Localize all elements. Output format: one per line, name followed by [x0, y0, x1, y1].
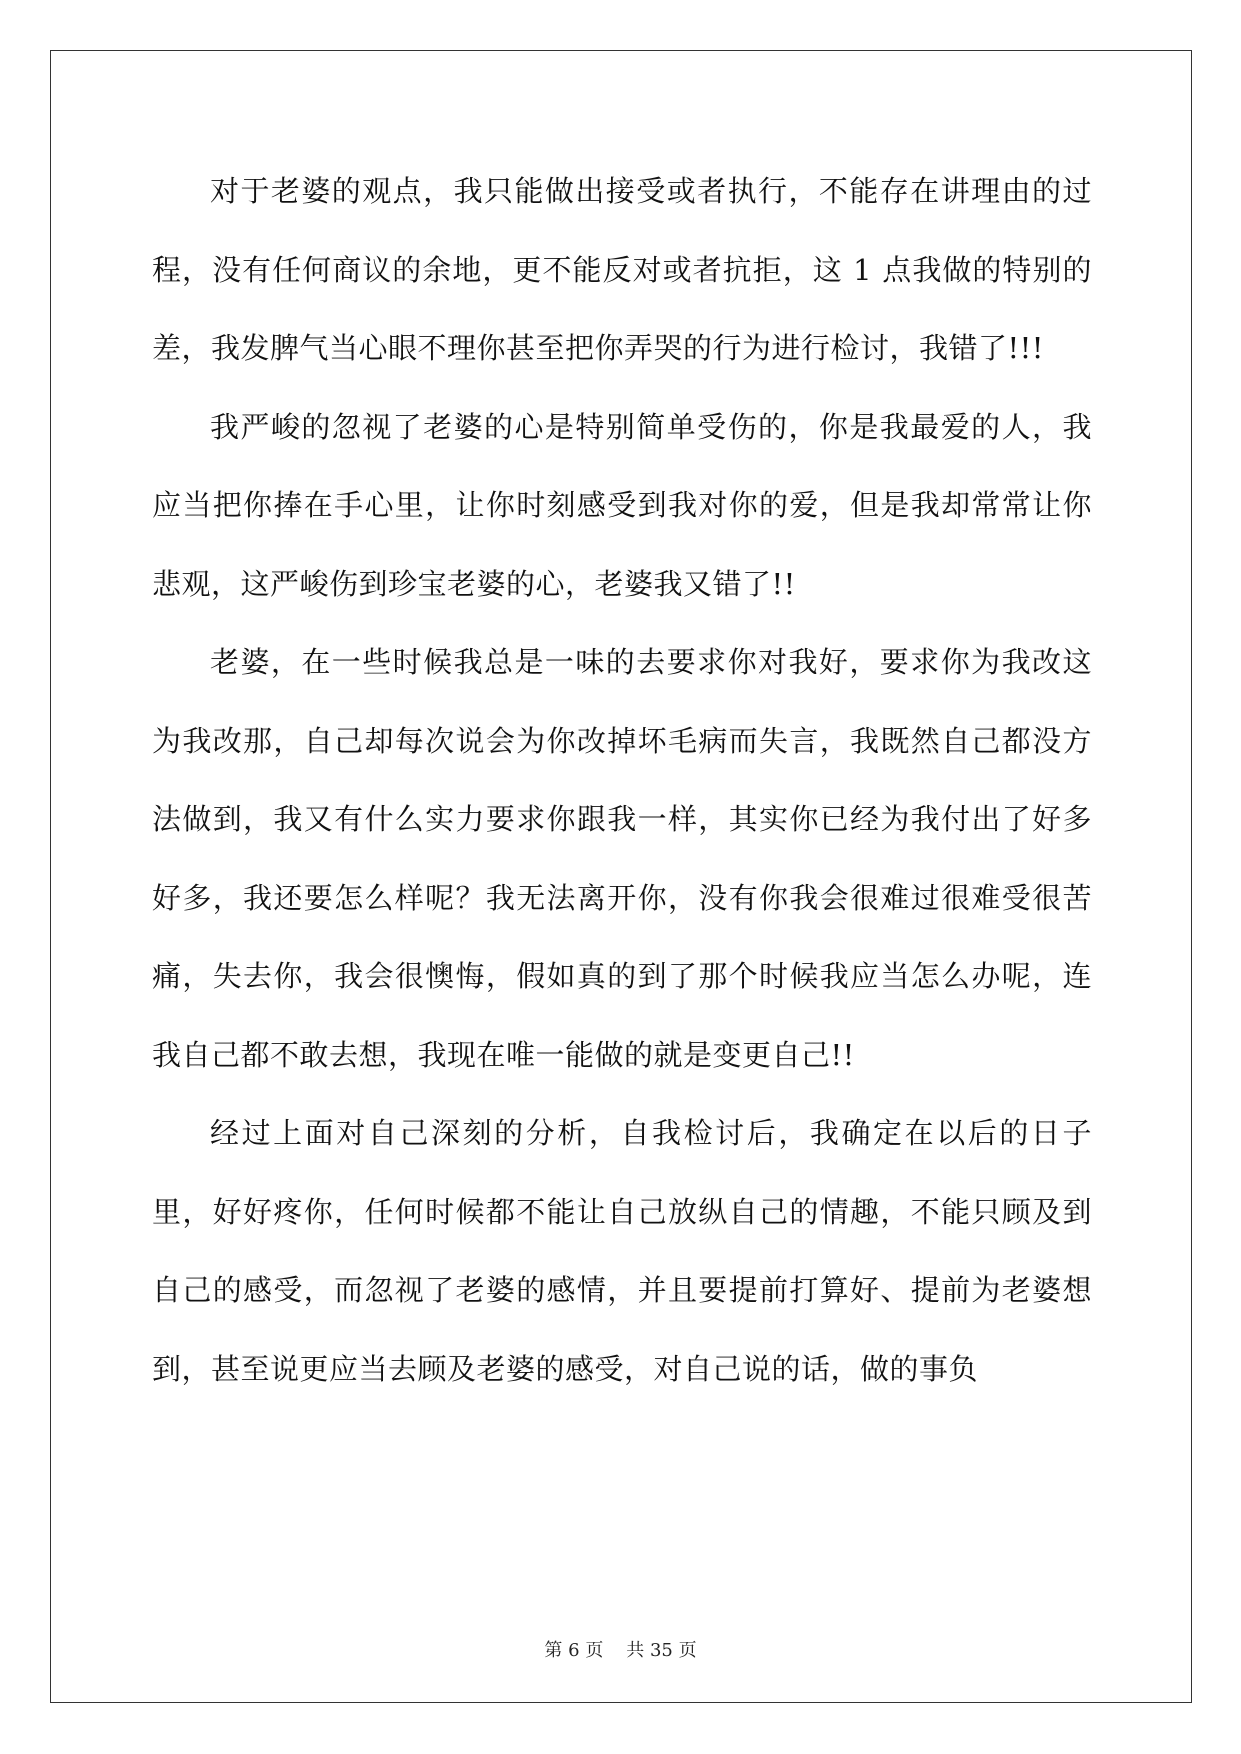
page-total: 共 35 页 — [626, 1640, 697, 1661]
document-body — [152, 152, 1092, 1408]
paragraph-3: 老婆，在一些时候我总是一味的去要求你对我好，要求你为我改这为我改那，自己却每次说会为你改掉坏毛病而失言，我既然自己都没方法做到，我又有什么实力要求你跟我一样，其实你已经为我付出了好多好多，我还要怎么样呢？我无法离开你，没有你我会很难过很难受很苦痛，失去你，我会很懊悔，假如真的到了那个时候我应当怎么办呢，连我自己都不敢去想，我现在唯一能做的就是变更自己!! — [152, 645, 1092, 1072]
page-footer — [0, 1636, 1241, 1662]
paragraph-1: 对于老婆的观点，我只能做出接受或者执行，不能存在讲理由的过程，没有任何商议的余地，更不能反对或者抗拒，这 1 点我做的特别的差，我发脾气当心眼不理你甚至把你弄哭的行为进行检讨，我错了!!! — [152, 174, 1092, 365]
paragraph-2: 我严峻的忽视了老婆的心是特别简单受伤的，你是我最爱的人，我应当把你捧在手心里，让你时刻感受到我对你的爱，但是我却常常让你悲观，这严峻伤到珍宝老婆的心，老婆我又错了!! — [152, 409, 1092, 601]
page-number: 第 6 页 — [544, 1640, 604, 1661]
paragraph-4: 经过上面对自己深刻的分析，自我检讨后，我确定在以后的日子里，好好疼你，任何时候都不能让自己放纵自己的情趣，不能只顾及到自己的感受，而忽视了老婆的感情，并且要提前打算好、提前为老婆想到，甚至说更应当去顾及老婆的感受，对自己说的话，做的事负 — [152, 1116, 1092, 1386]
